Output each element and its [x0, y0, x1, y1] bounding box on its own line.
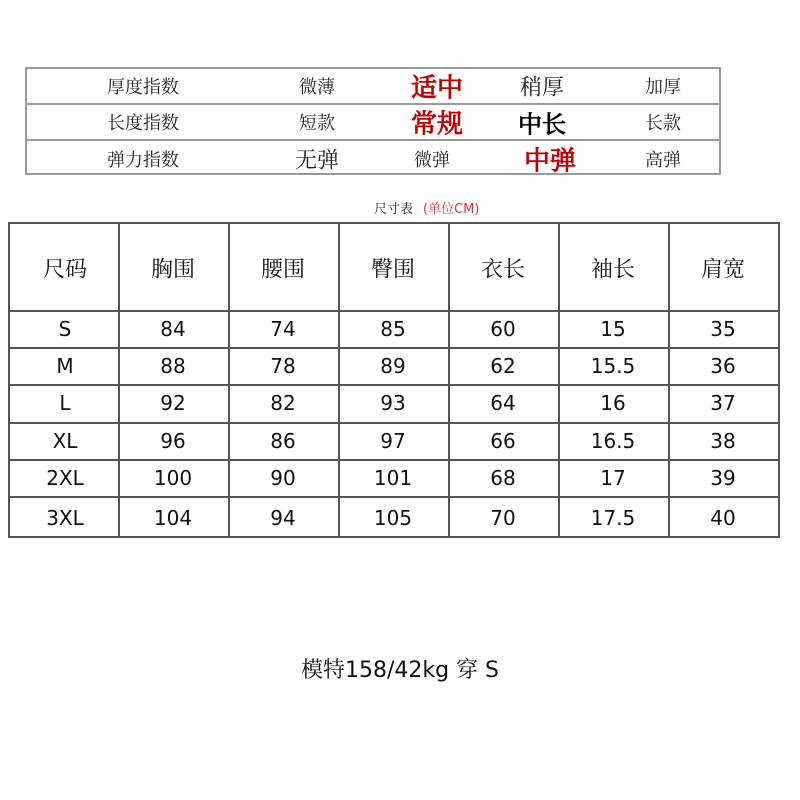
table-cell-shoulder: 36 [710, 354, 736, 378]
table-cell-chest: 92 [160, 391, 186, 415]
table-cell-size: S [58, 317, 72, 341]
length-option-regular: 常规 [410, 109, 464, 140]
table-divider [10, 496, 778, 498]
table-cell-length: 70 [490, 506, 516, 530]
table-cell-length: 66 [490, 429, 516, 453]
table-cell-hip: 93 [380, 391, 406, 415]
table-cell-length: 60 [490, 317, 516, 341]
table-cell-sleeve: 17 [600, 466, 626, 490]
table-cell-size: XL [52, 429, 78, 453]
table-cell-sleeve: 15.5 [590, 354, 636, 378]
table-cell-chest: 100 [153, 466, 193, 490]
elasticity-option-slight: 微弹 [414, 150, 450, 171]
table-divider [558, 224, 560, 536]
thickness-option-thin: 微薄 [299, 77, 335, 98]
table-cell-shoulder: 39 [710, 466, 736, 490]
table-divider [10, 347, 778, 349]
table-cell-length: 68 [490, 466, 516, 490]
column-header-hip: 臀围 [370, 257, 416, 283]
elasticity-index-row [27, 141, 719, 177]
table-cell-length: 62 [490, 354, 516, 378]
table-cell-sleeve: 16 [600, 391, 626, 415]
table-cell-size: L [59, 391, 71, 415]
table-cell-length: 64 [490, 391, 516, 415]
table-cell-hip: 89 [380, 354, 406, 378]
table-divider [228, 224, 230, 536]
column-header-chest: 胸围 [150, 257, 196, 283]
size-chart-title: 尺寸表 [374, 202, 414, 217]
table-divider [448, 224, 450, 536]
size-chart-caption [374, 198, 479, 217]
fabric-index-table [25, 67, 721, 175]
elasticity-option-high: 高弹 [645, 150, 681, 171]
column-header-sleeve: 袖长 [590, 257, 636, 283]
thickness-option-slightly-thick: 稍厚 [519, 75, 565, 101]
table-cell-sleeve: 17.5 [590, 506, 636, 530]
table-cell-hip: 101 [373, 466, 413, 490]
table-cell-waist: 82 [270, 391, 296, 415]
column-header-length: 衣长 [480, 257, 526, 283]
table-cell-sleeve: 16.5 [590, 429, 636, 453]
table-cell-chest: 88 [160, 354, 186, 378]
table-cell-shoulder: 37 [710, 391, 736, 415]
length-option-short: 短款 [299, 113, 335, 134]
table-divider [10, 384, 778, 386]
length-index-label: 长度指数 [107, 113, 179, 134]
table-cell-chest: 96 [160, 429, 186, 453]
table-divider [668, 224, 670, 536]
thickness-index-label: 厚度指数 [107, 77, 179, 98]
table-cell-waist: 90 [270, 466, 296, 490]
table-cell-size: M [56, 354, 74, 378]
table-cell-size: 3XL [46, 506, 84, 530]
table-divider [338, 224, 340, 536]
table-cell-size: 2XL [46, 466, 84, 490]
column-header-size: 尺码 [42, 257, 88, 283]
table-cell-shoulder: 40 [710, 506, 736, 530]
table-divider [10, 310, 778, 312]
length-option-long: 长款 [645, 113, 681, 134]
length-index-row [27, 105, 719, 141]
table-cell-hip: 105 [373, 506, 413, 530]
table-cell-hip: 85 [380, 317, 406, 341]
table-cell-waist: 94 [270, 506, 296, 530]
thickness-index-row [27, 69, 719, 105]
table-divider [10, 459, 778, 461]
table-cell-shoulder: 35 [710, 317, 736, 341]
column-header-shoulder: 肩宽 [700, 257, 746, 283]
size-table [8, 222, 780, 538]
table-cell-waist: 86 [270, 429, 296, 453]
model-size-note: 模特158/42kg 穿 S [300, 658, 500, 683]
length-option-mid-long: 中长 [518, 110, 566, 139]
elasticity-option-medium: 中弹 [523, 146, 577, 177]
size-chart-unit: (单位CM) [423, 202, 480, 217]
column-header-waist: 腰围 [260, 257, 306, 283]
table-cell-waist: 74 [270, 317, 296, 341]
table-divider [10, 422, 778, 424]
table-cell-shoulder: 38 [710, 429, 736, 453]
table-cell-chest: 104 [153, 506, 193, 530]
elasticity-index-label: 弹力指数 [107, 150, 179, 171]
table-cell-sleeve: 15 [600, 317, 626, 341]
table-cell-chest: 84 [160, 317, 186, 341]
table-divider [118, 224, 120, 536]
thickness-option-thick: 加厚 [645, 77, 681, 98]
elasticity-option-none: 无弹 [294, 148, 340, 174]
table-cell-hip: 97 [380, 429, 406, 453]
thickness-option-medium: 适中 [410, 73, 464, 104]
table-cell-waist: 78 [270, 354, 296, 378]
